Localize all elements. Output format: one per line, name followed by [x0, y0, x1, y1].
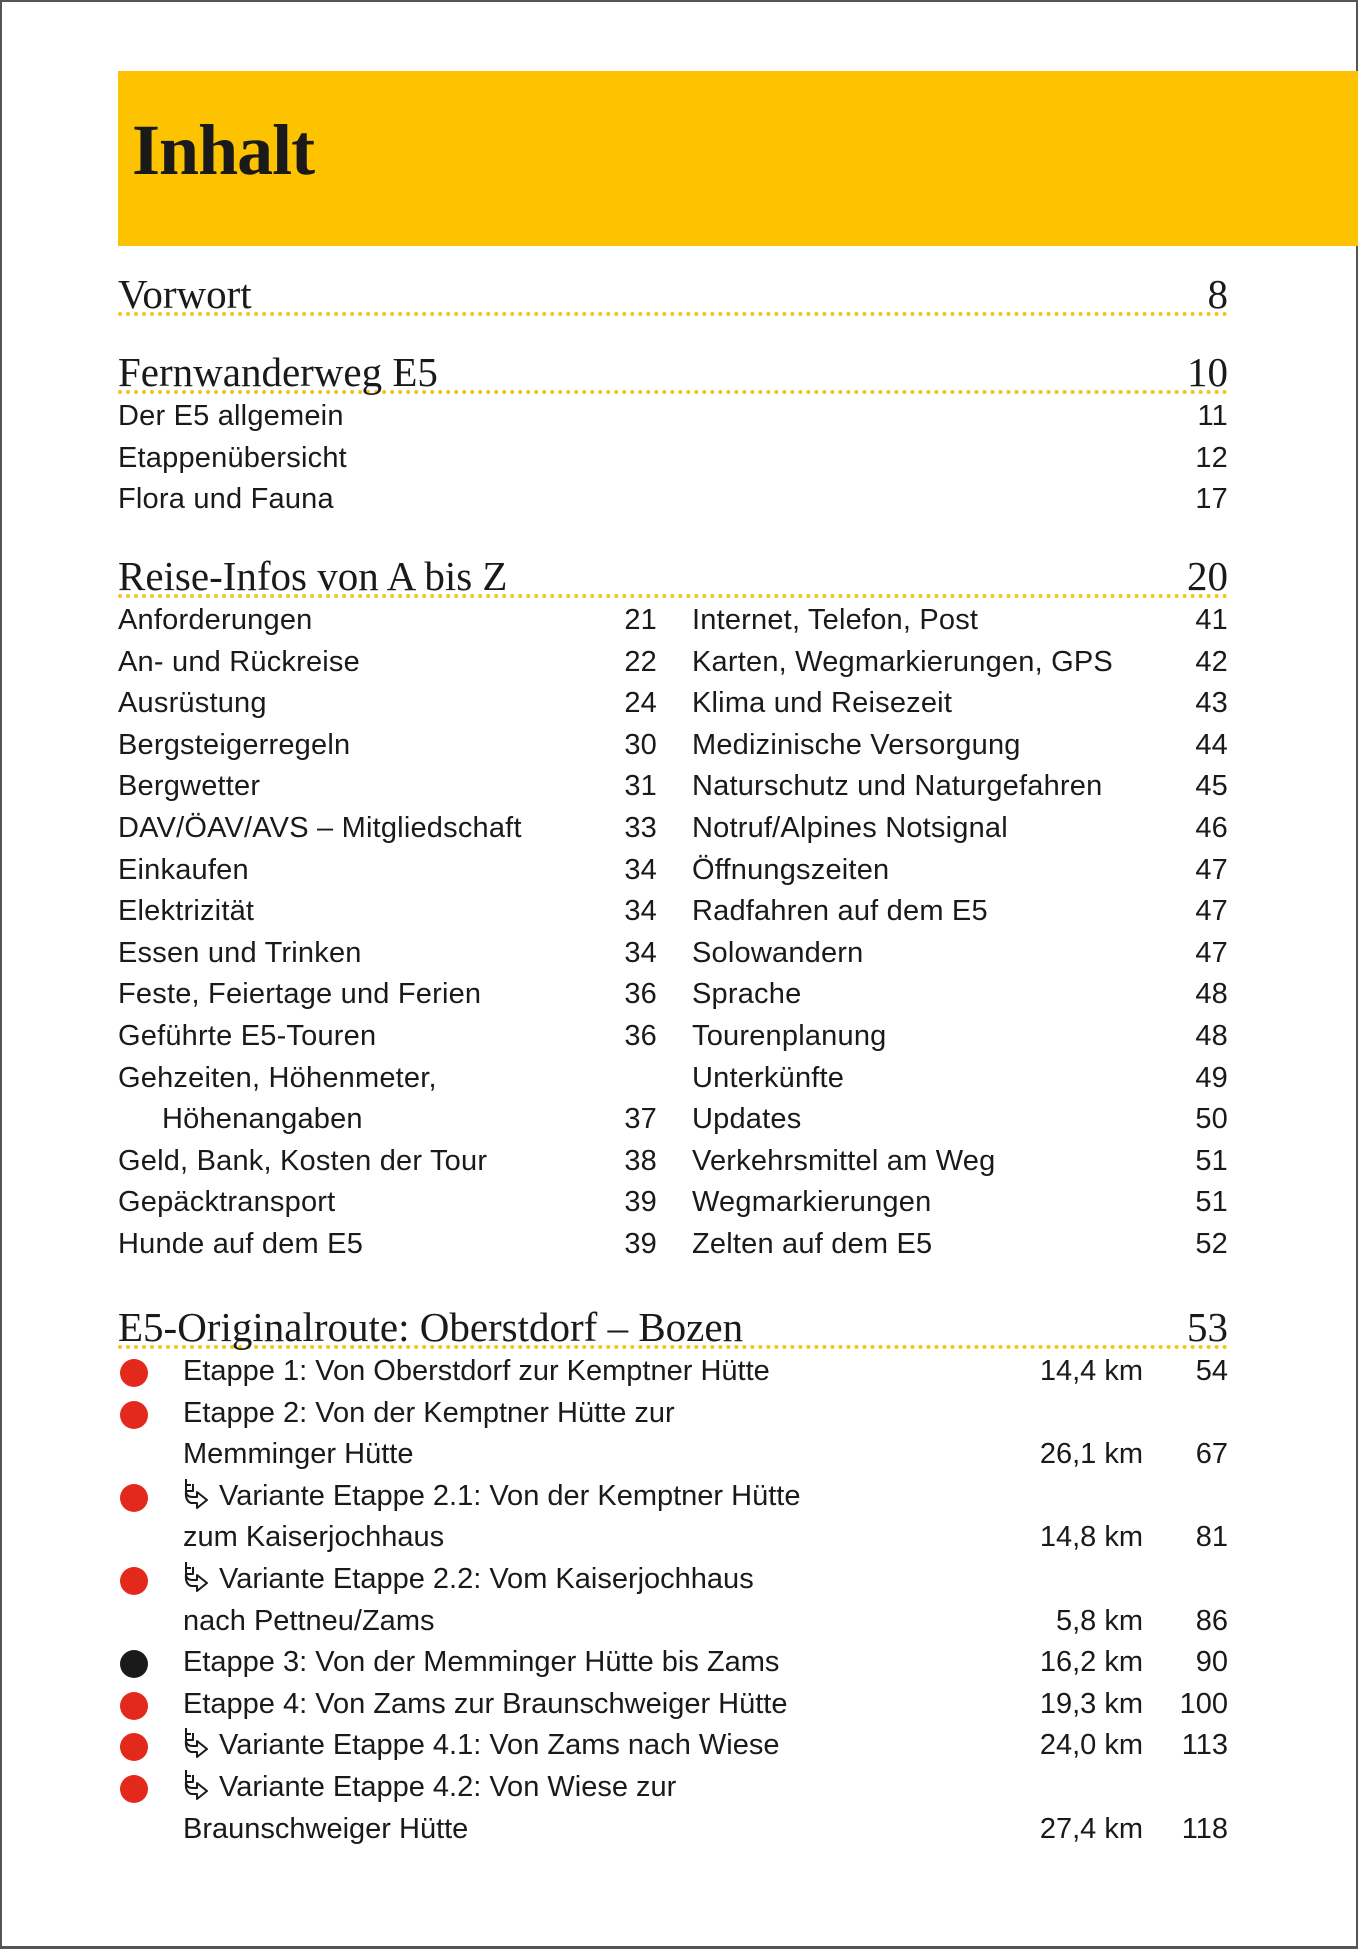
toc-entry[interactable] [692, 683, 1228, 725]
title-banner [118, 71, 1358, 246]
toc-entry-page-number: 36 [624, 1019, 657, 1052]
stage-page-number: 86 [1195, 1604, 1228, 1637]
stage-distance: 26,1 km [1039, 1438, 1143, 1471]
toc-entry[interactable] [692, 1058, 1228, 1100]
toc-entry-page-number: 51 [1195, 1186, 1228, 1219]
toc-entry-label: Höhenangaben [162, 1103, 363, 1136]
stage-distance: 16,2 km [1039, 1646, 1143, 1679]
toc-entry-label: Gepäcktransport [118, 1186, 336, 1219]
stage-title-continued: nach Pettneu/Zams [183, 1604, 435, 1637]
toc-entry-page-number: 52 [1195, 1227, 1228, 1260]
toc-entry[interactable] [118, 850, 657, 892]
toc-entry-page-number: 48 [1195, 978, 1228, 1011]
toc-entry[interactable] [118, 479, 1228, 521]
toc-entry-label: Gehzeiten, Höhenmeter, [118, 1061, 437, 1094]
toc-entry-page-number: 48 [1195, 1019, 1228, 1052]
variant-arrow-icon [183, 1560, 211, 1592]
toc-entry[interactable] [118, 725, 657, 767]
toc-entry-page-number: 34 [624, 895, 657, 928]
stage-entry[interactable] [118, 1684, 1228, 1726]
toc-entry[interactable] [118, 933, 657, 975]
toc-entry-label: Flora und Fauna [118, 483, 334, 516]
toc-entry[interactable] [118, 974, 657, 1016]
red-difficulty-dot-icon [120, 1401, 148, 1429]
toc-entry-page-number: 31 [624, 770, 657, 803]
section-page-number: 8 [1207, 271, 1228, 317]
toc-entry-label: Feste, Feiertage und Ferien [118, 978, 482, 1011]
toc-entry[interactable] [692, 974, 1228, 1016]
toc-heading-fernwanderweg[interactable] [118, 342, 1228, 394]
section-title: Vorwort [118, 271, 252, 317]
toc-column-left [118, 598, 657, 1266]
toc-entry[interactable] [118, 1099, 657, 1141]
toc-entry-page-number: 22 [624, 645, 657, 678]
toc-entry[interactable] [118, 642, 657, 684]
toc-entry-page-number: 38 [624, 1144, 657, 1177]
toc-entry[interactable] [118, 1182, 657, 1224]
section-title: Reise-Infos von A bis Z [118, 553, 508, 599]
toc-entry-page-number: 50 [1195, 1103, 1228, 1136]
toc-entry[interactable] [118, 1224, 657, 1266]
toc-heading-originalroute[interactable] [118, 1297, 1228, 1349]
toc-entry-label: Einkaufen [118, 853, 249, 886]
toc-entry-label: Etappenübersicht [118, 441, 347, 474]
black-difficulty-dot-icon [120, 1650, 148, 1678]
toc-entry-page-number: 36 [624, 978, 657, 1011]
toc-section-vorwort [118, 264, 1228, 316]
toc-heading-vorwort[interactable] [118, 264, 1228, 316]
toc-entry-label: Unterkünfte [692, 1061, 845, 1094]
stage-list [118, 1349, 1228, 1850]
toc-entry-label: Bergsteigerregeln [118, 728, 351, 761]
toc-entry-page-number: 45 [1195, 770, 1228, 803]
toc-entry-label: Karten, Wegmarkierungen, GPS [692, 645, 1113, 678]
toc-entry[interactable] [118, 891, 657, 933]
toc-entry-label: Zelten auf dem E5 [692, 1227, 933, 1260]
toc-entry-page-number: 47 [1195, 895, 1228, 928]
toc-entry-page-number: 37 [624, 1103, 657, 1136]
toc-entry-page-number: 17 [1195, 483, 1228, 516]
red-difficulty-dot-icon [120, 1484, 148, 1512]
stage-page-number: 90 [1195, 1646, 1228, 1679]
toc-entry[interactable] [692, 808, 1228, 850]
stage-title-continued: Braunschweiger Hütte [183, 1812, 469, 1845]
stage-page-number: 118 [1181, 1812, 1228, 1845]
stage-title: Variante Etappe 4.1: Von Zams nach Wiese [219, 1729, 780, 1762]
section-page-number: 20 [1187, 553, 1228, 599]
stage-distance: 24,0 km [1039, 1729, 1143, 1762]
toc-entry[interactable] [118, 808, 657, 850]
toc-entry-page-number: 33 [624, 811, 657, 844]
toc-entry[interactable] [692, 725, 1228, 767]
stage-distance: 19,3 km [1039, 1687, 1143, 1720]
toc-entry-label: Tourenplanung [692, 1019, 887, 1052]
stage-title-continued: Memminger Hütte [183, 1438, 414, 1471]
toc-entry-page-number: 51 [1195, 1144, 1228, 1177]
stage-title: Etappe 2: Von der Kemptner Hütte zur [183, 1396, 675, 1429]
toc-entry-label: Internet, Telefon, Post [692, 604, 979, 636]
stage-title: Etappe 1: Von Oberstdorf zur Kemptner Hütte [183, 1355, 770, 1387]
red-difficulty-dot-icon [120, 1567, 148, 1595]
stage-page-number: 113 [1181, 1729, 1228, 1762]
page-title: Inhalt [132, 110, 315, 190]
toc-entry-page-number: 11 [1197, 400, 1228, 432]
stage-distance: 27,4 km [1039, 1812, 1143, 1845]
variant-stage-entry[interactable] [118, 1559, 1228, 1642]
toc-entry-label: Geld, Bank, Kosten der Tour [118, 1144, 488, 1177]
stage-page-number: 100 [1179, 1687, 1228, 1720]
section-title: Fernwanderweg E5 [118, 349, 438, 395]
toc-entry-label: Geführte E5-Touren [118, 1019, 377, 1052]
toc-section-reiseinfos [118, 546, 1228, 1260]
variant-stage-entry[interactable] [118, 1725, 1228, 1767]
toc-section-fernwanderweg [118, 342, 1228, 521]
stage-title: Etappe 3: Von der Memminger Hütte bis Zams [183, 1646, 780, 1679]
toc-entry-label: DAV/ÖAV/AVS – Mitgliedschaft [118, 811, 522, 844]
stage-title-continued: zum Kaiserjochhaus [183, 1521, 445, 1554]
toc-entry[interactable] [118, 438, 1228, 480]
stage-entry[interactable] [118, 1351, 1228, 1393]
toc-entry[interactable] [118, 1141, 657, 1183]
red-difficulty-dot-icon [120, 1733, 148, 1761]
toc-entry-label: Ausrüstung [118, 687, 267, 720]
toc-entry-page-number: 24 [624, 687, 657, 720]
toc-entry[interactable] [118, 1058, 657, 1100]
variant-arrow-icon [183, 1726, 211, 1758]
section-title: E5-Originalroute: Oberstdorf – Bozen [118, 1304, 744, 1350]
toc-entry-label: Radfahren auf dem E5 [692, 895, 988, 928]
red-difficulty-dot-icon [120, 1775, 148, 1803]
stage-entry[interactable] [118, 1642, 1228, 1684]
toc-entry-label: Bergwetter [118, 770, 261, 803]
toc-entry-label: Klima und Reisezeit [692, 687, 953, 720]
toc-entry-page-number: 47 [1195, 936, 1228, 969]
toc-entry-label: Notruf/Alpines Notsignal [692, 811, 1008, 844]
toc-entry[interactable] [118, 683, 657, 725]
toc-entry[interactable] [692, 600, 1228, 642]
toc-entry-label: Updates [692, 1103, 802, 1136]
toc-entry[interactable] [118, 396, 1228, 438]
toc-list-fernwanderweg [118, 394, 1228, 521]
toc-entry-page-number: 46 [1195, 811, 1228, 844]
toc-entry-label: Medizinische Versorgung [692, 728, 1021, 761]
toc-entry[interactable] [692, 933, 1228, 975]
toc-entry[interactable] [692, 642, 1228, 684]
stage-title: Variante Etappe 4.2: Von Wiese zur [219, 1770, 677, 1803]
variant-stage-entry[interactable] [118, 1767, 1228, 1850]
toc-section-originalroute [118, 1297, 1228, 1850]
toc-entry-label: Solowandern [692, 936, 864, 969]
toc-entry-page-number: 21 [624, 604, 657, 636]
section-page-number: 53 [1187, 1304, 1228, 1350]
toc-entry-label: Der E5 allgemein [118, 400, 344, 432]
toc-entry[interactable] [118, 600, 657, 642]
toc-entry-page-number: 30 [624, 728, 657, 761]
toc-entry[interactable] [692, 1099, 1228, 1141]
toc-entry-label: An- und Rückreise [118, 645, 360, 678]
toc-entry-page-number: 41 [1195, 604, 1228, 636]
toc-entry[interactable] [692, 1224, 1228, 1266]
section-page-number: 10 [1187, 349, 1228, 395]
toc-entry-label: Verkehrsmittel am Weg [692, 1144, 996, 1177]
red-difficulty-dot-icon [120, 1692, 148, 1720]
red-difficulty-dot-icon [120, 1359, 148, 1387]
toc-entry-page-number: 39 [624, 1227, 657, 1260]
stage-page-number: 54 [1195, 1355, 1228, 1387]
toc-entry-page-number: 47 [1195, 853, 1228, 886]
toc-entry-page-number: 34 [624, 936, 657, 969]
stage-distance: 14,8 km [1039, 1521, 1143, 1554]
stage-title: Variante Etappe 2.1: Von der Kemptner Hütte [219, 1479, 801, 1512]
toc-entry-label: Elektrizität [118, 895, 255, 928]
toc-heading-reiseinfos[interactable] [118, 546, 1228, 598]
variant-arrow-icon [183, 1768, 211, 1800]
stage-distance: 14,4 km [1039, 1355, 1143, 1387]
variant-stage-entry[interactable] [118, 1476, 1228, 1559]
toc-entry-label: Hunde auf dem E5 [118, 1227, 364, 1260]
stage-title: Variante Etappe 2.2: Vom Kaiserjochhaus [219, 1562, 754, 1595]
toc-column-right [692, 598, 1228, 1266]
toc-entry-page-number: 49 [1195, 1061, 1228, 1094]
toc-entry[interactable] [692, 850, 1228, 892]
toc-entry[interactable] [692, 1182, 1228, 1224]
toc-entry-label: Naturschutz und Naturgefahren [692, 770, 1103, 803]
toc-entry-label: Anforderungen [118, 604, 313, 636]
stage-entry[interactable] [118, 1393, 1228, 1476]
stage-page-number: 67 [1195, 1438, 1228, 1471]
variant-arrow-icon [183, 1477, 211, 1509]
toc-entry-label: Öffnungszeiten [692, 853, 890, 886]
toc-entry[interactable] [118, 1016, 657, 1058]
stage-title: Etappe 4: Von Zams zur Braunschweiger Hütte [183, 1687, 788, 1720]
toc-entry[interactable] [692, 1016, 1228, 1058]
toc-entry[interactable] [692, 1141, 1228, 1183]
toc-entry-label: Wegmarkierungen [692, 1186, 932, 1219]
toc-entry-page-number: 43 [1195, 687, 1228, 720]
toc-entry[interactable] [692, 766, 1228, 808]
toc-entry-page-number: 34 [624, 853, 657, 886]
toc-entry-page-number: 42 [1195, 645, 1228, 678]
toc-entry-page-number: 44 [1195, 728, 1228, 761]
toc-entry-label: Sprache [692, 978, 802, 1011]
toc-entry[interactable] [692, 891, 1228, 933]
toc-entry-label: Essen und Trinken [118, 936, 362, 969]
stage-distance: 5,8 km [1055, 1604, 1143, 1637]
toc-entry-page-number: 39 [624, 1186, 657, 1219]
toc-entry[interactable] [118, 766, 657, 808]
toc-entry-page-number: 12 [1195, 441, 1228, 474]
stage-page-number: 81 [1195, 1521, 1228, 1554]
